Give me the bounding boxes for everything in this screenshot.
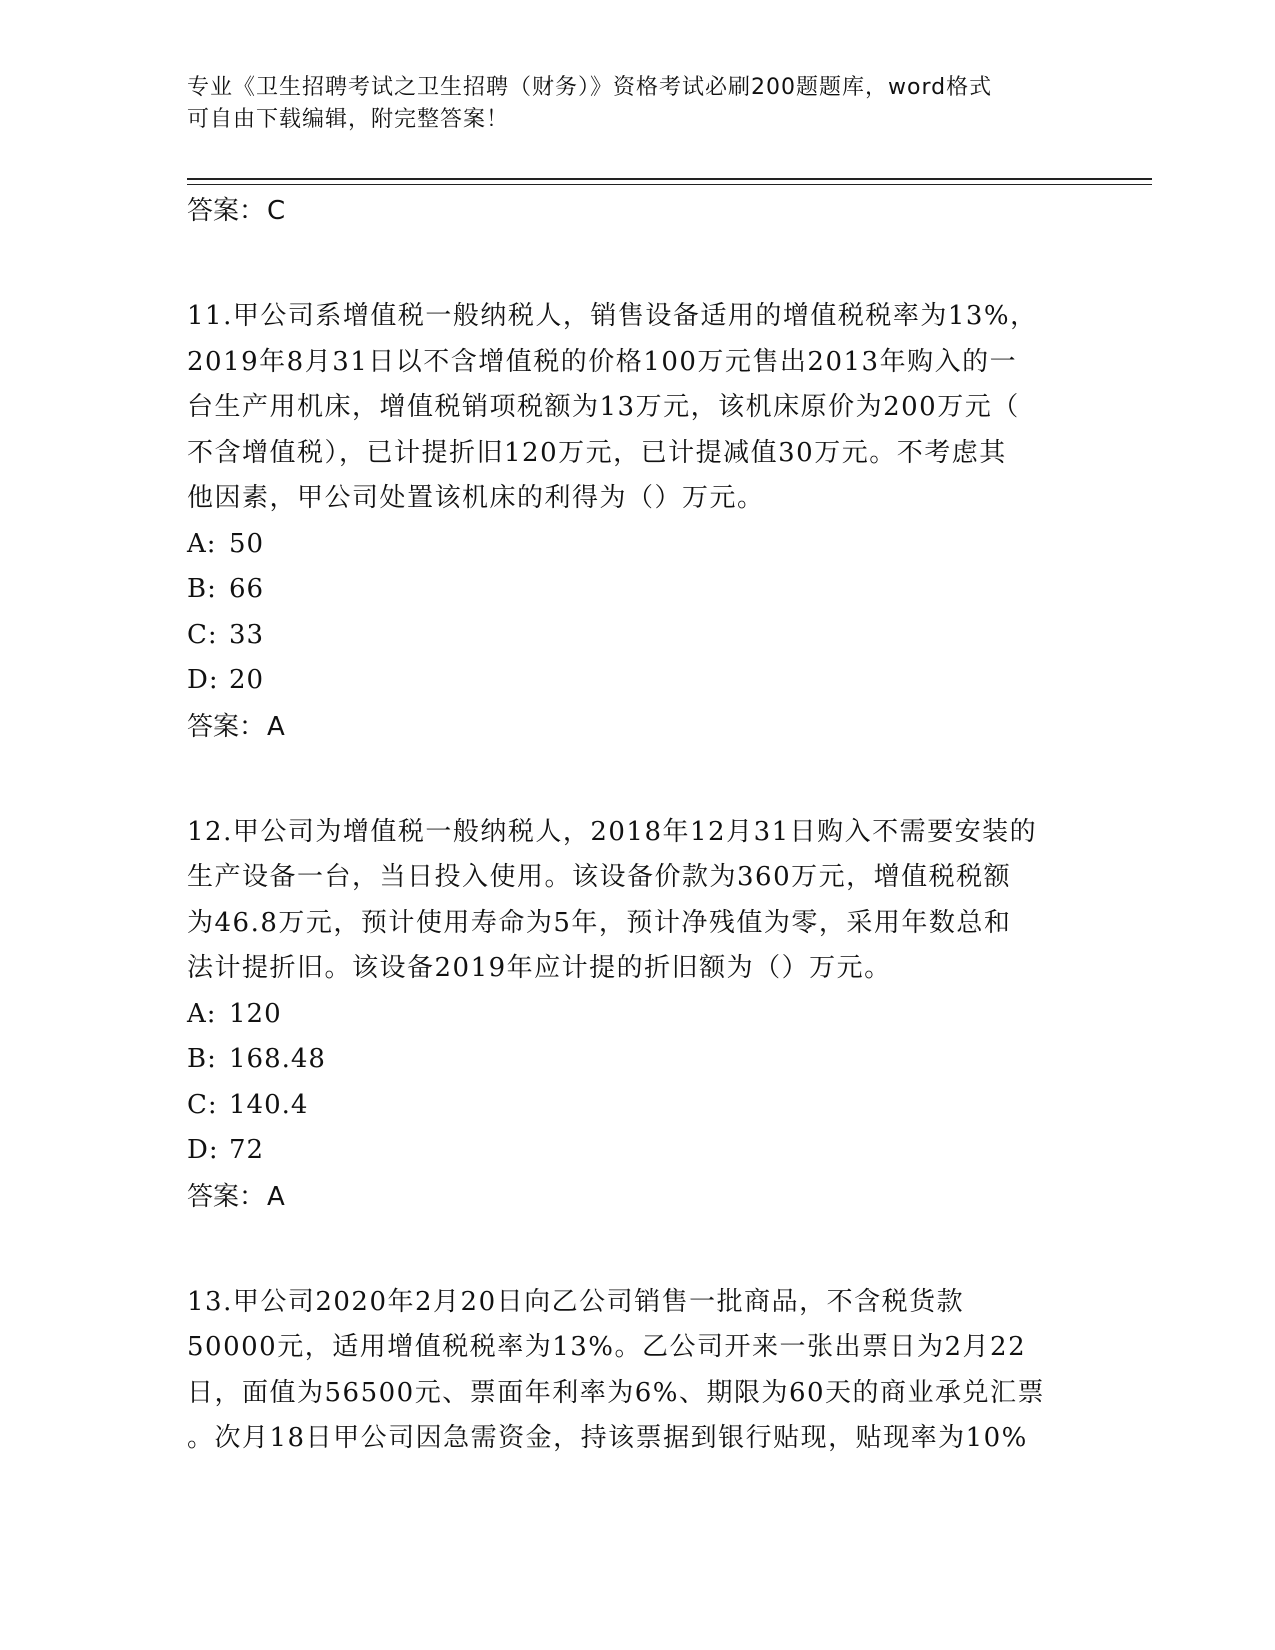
question-text-line: 2019年8月31日以不含增值税的价格100万元售出2013年购入的一 — [187, 346, 1018, 377]
answer-value: A — [267, 1181, 285, 1212]
question-text-line: 50000元，适用增值税税率为13%。乙公司开来一张出票日为2月22 — [187, 1332, 1027, 1362]
option-a — [187, 992, 1087, 1038]
option-label: C: — [187, 1089, 218, 1120]
option-value: 120 — [229, 998, 282, 1029]
option-value: 50 — [229, 528, 265, 559]
question-content — [187, 188, 1087, 1462]
option-label: A: — [187, 998, 217, 1029]
option-b — [187, 1037, 1087, 1083]
option-label: A: — [187, 528, 217, 559]
option-value: 72 — [229, 1135, 265, 1165]
option-value: 168.48 — [229, 1044, 326, 1074]
question-text-line: 13.甲公司2020年2月20日向乙公司销售一批商品，不含税货款 — [187, 1286, 965, 1317]
option-label: B: — [187, 1044, 217, 1074]
option-value: 20 — [229, 665, 265, 695]
option-label: B: — [187, 574, 217, 604]
question-text-line: 为46.8万元，预计使用寿命为5年，预计净残值为零，采用年数总和 — [187, 907, 1012, 938]
question-block — [187, 294, 1087, 750]
answer-value: C — [267, 196, 286, 226]
option-a — [187, 522, 1087, 568]
question-text — [187, 294, 1087, 522]
answer-label: 答案： — [187, 711, 266, 742]
option-c — [187, 1083, 1087, 1129]
question-text-line: 11.甲公司系增值税一般纳税人，销售设备适用的增值税税率为13%， — [187, 301, 1038, 331]
option-label: C: — [187, 619, 218, 650]
question-text — [187, 810, 1087, 992]
header-line-1: 专业《卫生招聘考试之卫生招聘（财务）》资格考试必刷200题题库，word格式 — [187, 75, 993, 100]
question-text-line: 台生产用机床，增值税销项税额为13万元，该机床原价为200万元（ — [187, 392, 1020, 422]
header-divider-thin — [187, 184, 1152, 185]
option-value: 66 — [229, 574, 265, 604]
option-label: D: — [187, 665, 219, 695]
document-header — [187, 72, 1077, 136]
option-value: 140.4 — [229, 1089, 309, 1120]
header-line-2: 可自由下载编辑，附完整答案！ — [187, 107, 510, 132]
option-d — [187, 658, 1087, 704]
answer-line — [187, 704, 1087, 750]
question-text-line: 不含增值税），已计提折旧120万元，已计提减值30万元。不考虑其 — [187, 437, 1007, 468]
question-text — [187, 1280, 1087, 1462]
answer-line — [187, 1174, 1087, 1220]
header-divider-thick — [187, 178, 1152, 180]
question-text-line: 他因素，甲公司处置该机床的利得为（）万元。 — [187, 483, 765, 513]
answer-line — [187, 188, 1087, 234]
question-text-line: 12.甲公司为增值税一般纳税人，2018年12月31日购入不需要安装的 — [187, 816, 1038, 847]
answer-label: 答案： — [187, 196, 266, 226]
answer-label: 答案： — [187, 1181, 266, 1212]
question-block — [187, 1280, 1087, 1462]
question-block — [187, 810, 1087, 1220]
question-text-line: 日，面值为56500元、票面年利率为6%、期限为60天的商业承兑汇票 — [187, 1377, 1046, 1408]
question-text-line: 法计提折旧。该设备2019年应计提的折旧额为（）万元。 — [187, 953, 892, 983]
option-label: D: — [187, 1135, 219, 1165]
option-b — [187, 567, 1087, 613]
option-d — [187, 1128, 1087, 1174]
option-c — [187, 613, 1087, 659]
option-value: 33 — [229, 619, 265, 650]
question-text-line: 。次月18日甲公司因急需资金，持该票据到银行贴现，贴现率为10% — [187, 1423, 1028, 1453]
question-text-line: 生产设备一台，当日投入使用。该设备价款为360万元，增值税税额 — [187, 862, 1012, 892]
answer-value: A — [267, 711, 285, 742]
